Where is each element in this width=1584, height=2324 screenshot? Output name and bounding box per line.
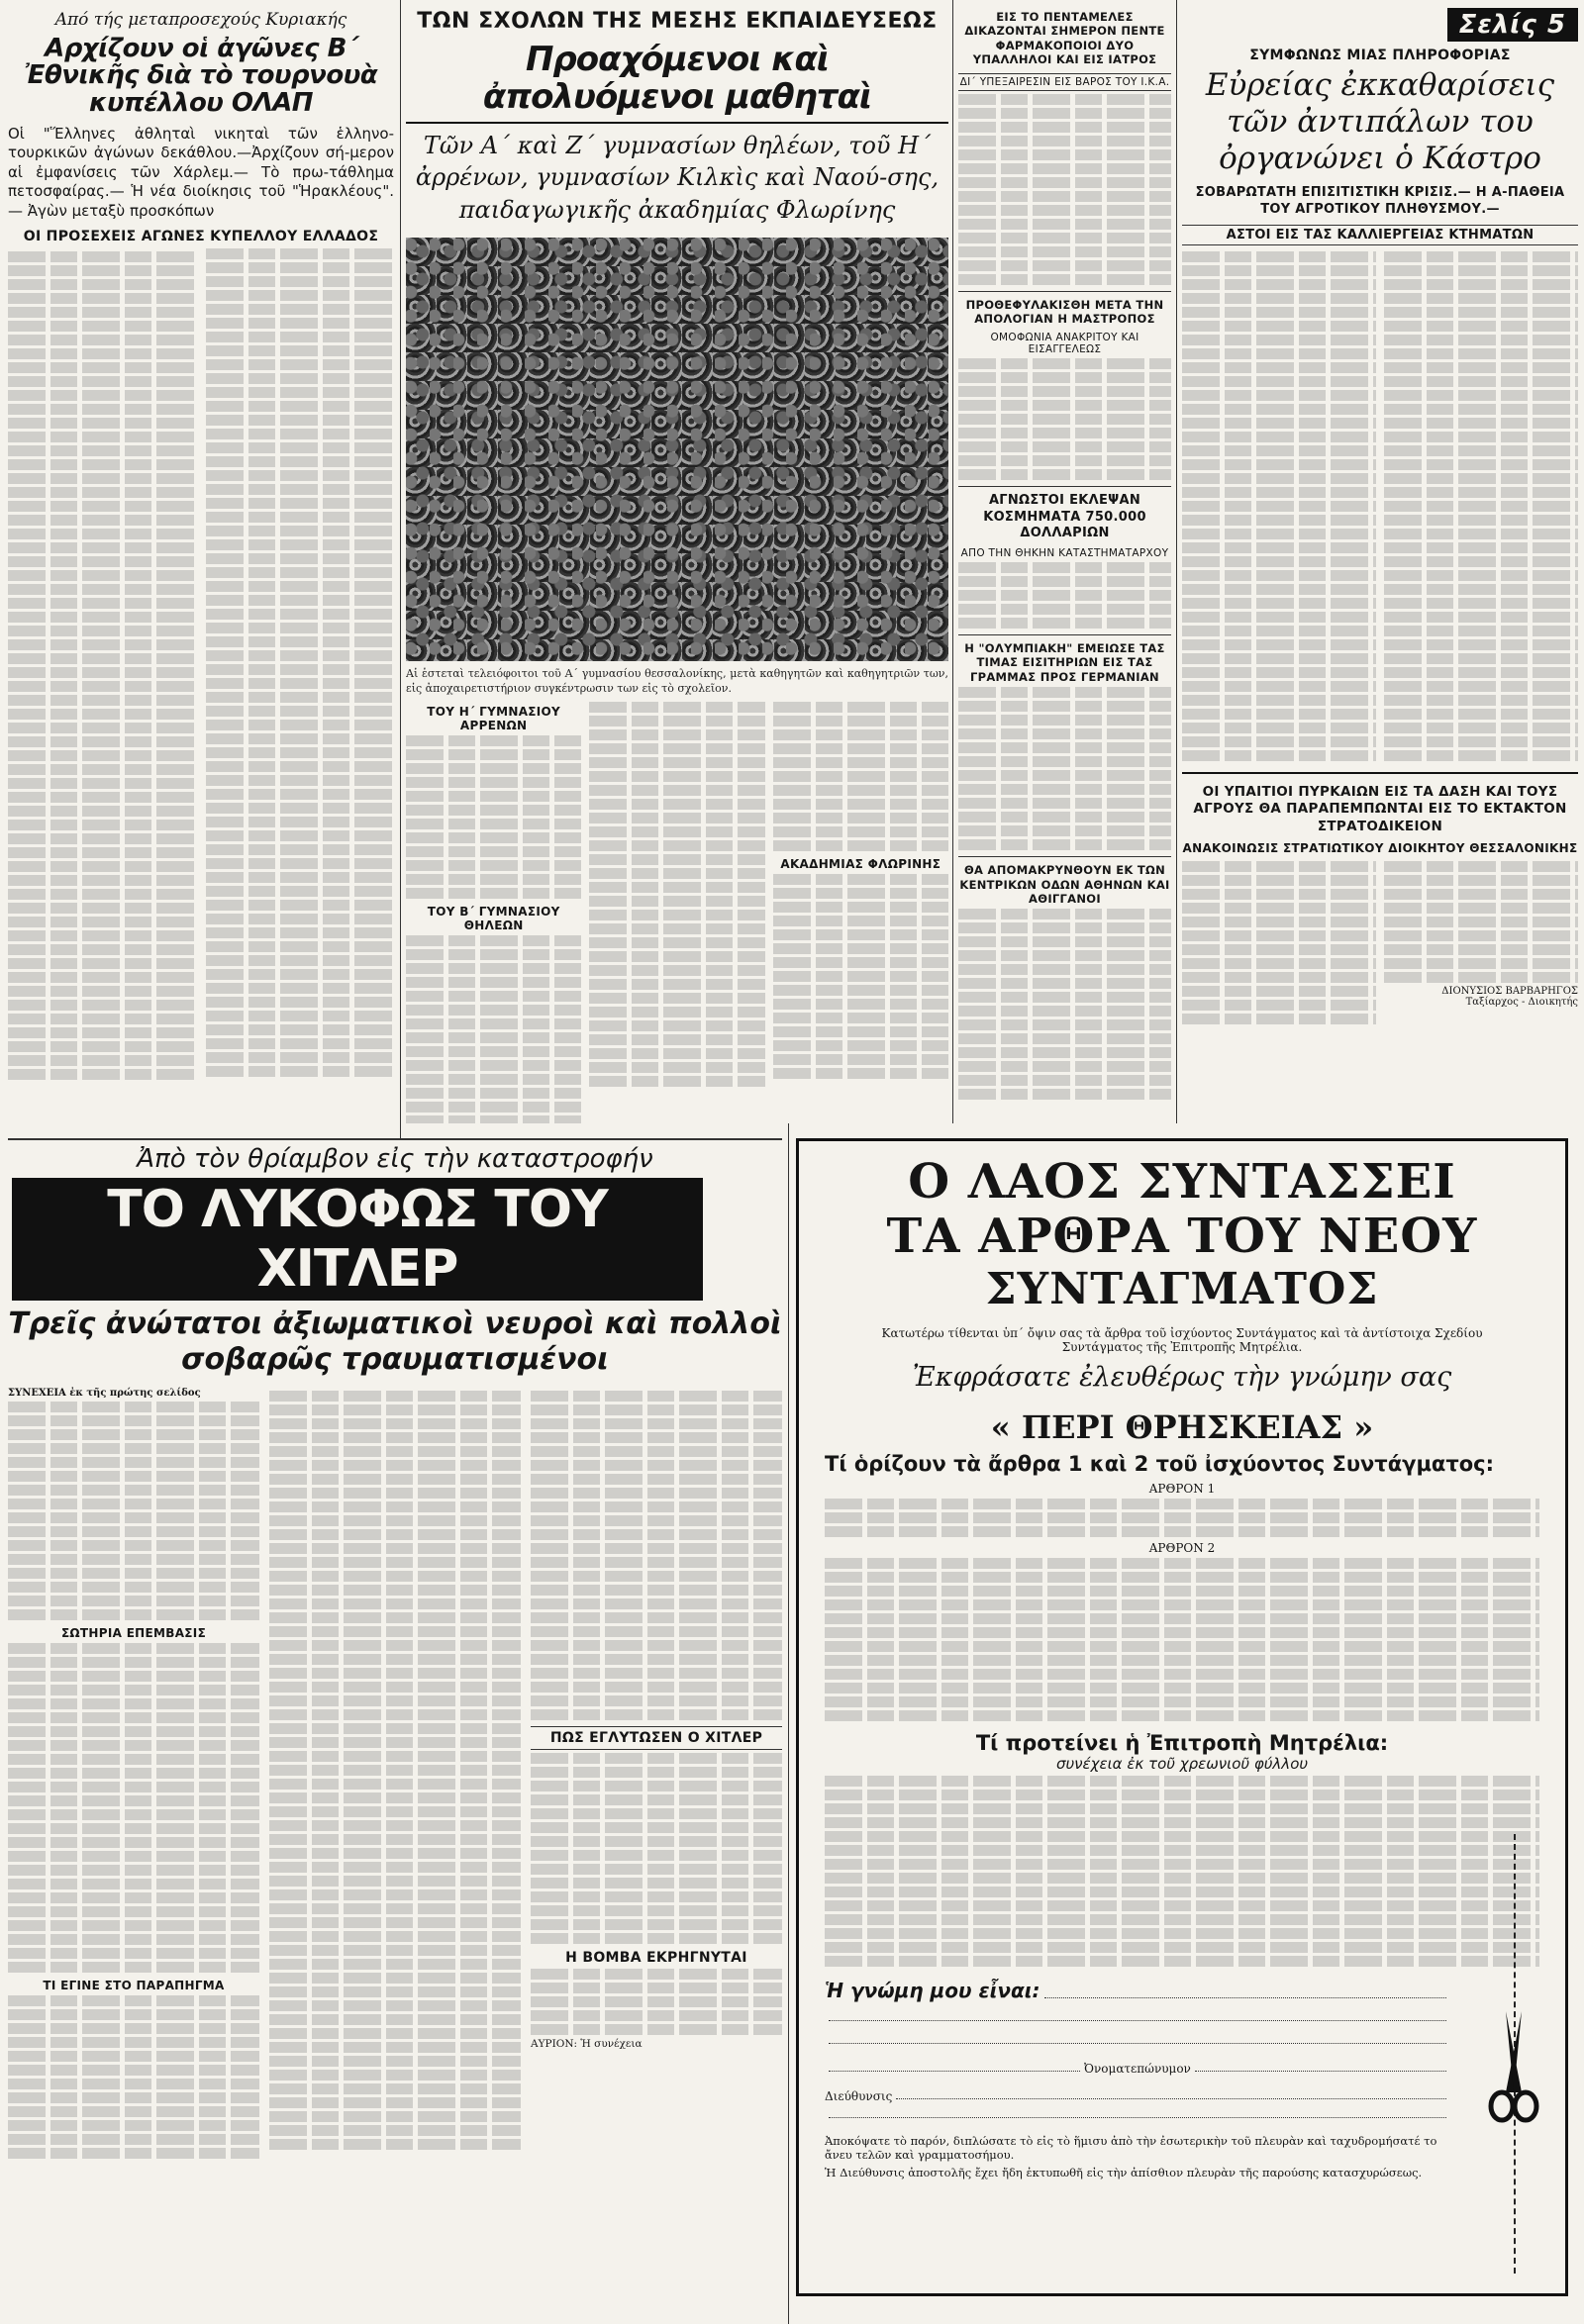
brief-subtitle: ΔΙ΄ ΥΠΕΞΑΙΡΕΣΙΝ ΕΙΣ ΒΑΡΟΣ ΤΟΥ Ι.Κ.Α.: [958, 73, 1171, 91]
address-field[interactable]: [825, 2089, 1450, 2103]
photo-caption: Αἱ ἑστεταὶ τελειόφοιτοι τοῦ Α΄ γυμνασίου θεσσαλονίκης, μετὰ καθηγητῶν καὶ καθηγητριῶν των, εἰς ἀποχαιρετιστήριον συγκέντρωσιν των εἰς τὸ σχολεῖον.: [406, 667, 948, 695]
section-title: ΑΚΑΔΗΜΙΑΣ ΦΛΩΡΙΝΗΣ: [780, 857, 941, 871]
signature: ΔΙΟΝΥΣΙΟΣ ΒΑΡΒΑΡΗΓΟΣ Ταξίαρχος - Διοικητής: [1441, 986, 1578, 1009]
name-field[interactable]: [825, 2062, 1450, 2076]
section-title: ΤΟΥ Β΄ ΓΥΜΝΑΣΙΟΥ ΘΗΛΕΩΝ: [427, 905, 560, 932]
subhead: ΑΣΤΟΙ ΕΙΣ ΤΑΣ ΚΑΛΛΙΕΡΓΕΙΑΣ ΚΤΗΜΑΤΩΝ: [1182, 225, 1578, 245]
hitler-article: [8, 1138, 782, 2316]
subtitle: Τῶν Α΄ καὶ Ζ΄ γυμνασίων θηλέων, τοῦ Η΄ ἀρρένων, γυμνασίων Κιλκὶς καὶ Ναού-σης, παιδαγωγικῆς ἀκαδημίας Φλωρίνης: [415, 131, 940, 224]
kicker: ΣΥΜΦΩΝΩΣ ΜΙΑΣ ΠΛΗΡΟΦΟΡΙΑΣ: [1249, 48, 1511, 63]
schools-article: [406, 0, 948, 1123]
mailing-instructions: Ἀποκόψατε τὸ παρόν, διπλώσατε τὸ εἰς τὸ ἥμισυ ἀπὸ τὴν ἐσωτερικὴν τοῦ πλευρὰν καὶ ταχυδρομήσατέ το ἄνευ τελῶν καὶ γραμματοσήμου.: [825, 2134, 1437, 2163]
subhead: ΑΝΑΚΟΙΝΩΣΙΣ ΣΤΡΑΤΙΩΤΙΚΟΥ ΔΙΟΙΚΗΤΟΥ ΘΕΣΣΑΛΟΝΙΚΗΣ: [1182, 841, 1578, 856]
opinion-label: Ἡ γνώμη μου εἶναι:: [825, 1979, 1040, 2003]
lede: Οἱ "Ἕλληνες ἀθληταὶ νικηταὶ τῶν ἑλληνο-τουρκικῶν ἀγώνων δεκάθλου.—Ἀρχίζουν σή-μερον αἱ ἐμφανίσεις τῶν Χάρλεμ.— Τὸ πρω-τάθλημα πετοσφαίρας.— Ἡ νέα διοίκησις τοῦ "Ἡρακλέους".— Ἀγὼν μεταξὺ προσκόπων: [8, 124, 394, 220]
headline: Προαχόμενοι καὶ ἀπολυόμενοι μαθηταὶ: [406, 42, 948, 124]
mailing-instructions-2: Ἡ Διεύθυνσις ἀποστολῆς ἔχει ἤδη ἐκτυπωθῆ εἰς τὴν ἀπίσθιον πλευρὰν τῆς παρούσης κατασχυρώσεως.: [825, 2166, 1423, 2180]
scissors-icon: [1484, 2007, 1543, 2126]
constitution-ad: [796, 1138, 1568, 2296]
brief-title: ΘΑ ΑΠΟΜΑΚΡΥΝΘΟΥΝ ΕΚ ΤΩΝ ΚΕΝΤΡΙΚΩΝ ΟΔΩΝ ΑΘΗΝΩΝ ΚΑΙ ΑΘΙΓΓΑΝΟΙ: [959, 863, 1170, 906]
brief-subtitle: ΑΠΟ ΤΗΝ ΘΗΚΗΝ ΚΑΤΑΣΤΗΜΑΤΑΡΧΟΥ: [960, 547, 1169, 559]
brief-subtitle: ΟΜΟΦΩΝΙΑ ΑΝΑΚΡΙΤΟΥ ΚΑΙ ΕΙΣΑΓΓΕΛΕΩΣ: [990, 332, 1139, 356]
headline: Εὐρείας ἐκκαθαρίσεις τῶν ἀντιπάλων του ὀργανώνει ὁ Κάστρο: [1205, 67, 1555, 177]
headline: ΟΙ ΥΠΑΙΤΙΟΙ ΠΥΡΚΑΙΩΝ ΕΙΣ ΤΑ ΔΑΣΗ ΚΑΙ ΤΟΥΣ ΑΓΡΟΥΣ ΘΑ ΠΑΡΑΠΕΜΠΩΝΤΑΙ ΕΙΣ ΤΟ ΕΚΤΑΚΤΟΝ ΣΤΡΑΤΟΔΙΚΕΙΟΝ: [1193, 783, 1567, 834]
kicker: Από τής μεταπροσεχούς Κυριακής: [54, 10, 347, 30]
column-rule: [1176, 0, 1177, 1123]
brief-item: [958, 10, 1171, 285]
column-rule: [952, 0, 953, 1123]
brief-title: ΑΓΝΩΣΤΟΙ ΕΚΛΕΨΑΝ ΚΟΣΜΗΜΑΤΑ 750.000 ΔΟΛΛΑΡΙΩΝ: [983, 493, 1146, 540]
ad-topic: « ΠΕΡΙ ΘΡΗΣΚΕΙΑΣ »: [990, 1408, 1374, 1447]
column-rule: [400, 0, 401, 1138]
brief-item: [958, 298, 1171, 481]
section-title: Η ΒΟΜΒΑ ΕΚΡΗΓΝΥΤΑΙ: [565, 1950, 747, 1966]
section-title: ΣΩΤΗΡΙΑ ΕΠΕΜΒΑΣΙΣ: [60, 1626, 207, 1640]
ad-intro: Κατωτέρω τίθενται ὑπ΄ ὄψιν σας τὰ ἄρθρα τοῦ ἰσχύοντος Συντάγματος καὶ τὰ ἀντίστοιχα Σχεδίου Συντάγματος τῆς Ἐπιτροπῆς Μητρέλια.: [881, 1326, 1483, 1355]
article-1-label: ΑΡΘΡΟΝ 1: [1148, 1482, 1216, 1497]
brief-item: [958, 863, 1171, 1100]
news-briefs: [958, 0, 1171, 1118]
continued-label: ΣΥΝΕΧΕΙΑ ἐκ τῆς πρώτης σελίδος: [8, 1388, 201, 1399]
brief-title: ΕΙΣ ΤΟ ΠΕΝΤΑΜΕΛΕΣ ΔΙΚΑΖΟΝΤΑΙ ΣΗΜΕΡΟΝ ΠΕΝΤΕ ΦΑΡΜΑΚΟΠΟΙΟΙ ΔΥΟ ΥΠΑΛΛΗΛΟΙ ΚΑΙ ΕΙΣ ΙΑΤΡΟΣ: [964, 10, 1165, 67]
castro-article: [1182, 0, 1578, 1118]
ad-title-line1: Ο ΛΑΟΣ ΣΥΝΤΑΣΣΕΙ: [908, 1154, 1456, 1210]
brief-title: ΠΡΟΘΕΦΥΛΑΚΙΣΘΗ ΜΕΤΑ ΤΗΝ ΑΠΟΛΟΓΙΑΝ Η ΜΑΣΤΡΟΠΟΣ: [965, 297, 1164, 326]
body-text: [8, 1388, 782, 2162]
page-number-logo: Σελίς 5: [1447, 8, 1578, 42]
article-2-label: ΑΡΘΡΟΝ 2: [1148, 1541, 1216, 1556]
question-1: Τί ὁρίζουν τὰ ἄρθρα 1 καὶ 2 τοῦ ἰσχύοντος Συντάγματος:: [825, 1452, 1494, 1477]
section-title: ΠΩΣ ΕΓΛΥΤΩΣΕΝ Ο ΧΙΤΛΕΡ: [531, 1726, 782, 1750]
brief-item: [958, 493, 1171, 629]
ad-call: Ἐκφράσατε ἐλευθέρως τὴν γνώμην σας: [912, 1362, 1452, 1394]
body-text: [1182, 248, 1578, 764]
section-title: ΤΙ ΕΓΙΝΕ ΣΤΟ ΠΑΡΑΠΗΓΜΑ: [43, 1979, 225, 1992]
opinion-line[interactable]: [825, 1979, 1450, 2002]
students-photo: [406, 238, 948, 661]
kicker: ΤΩΝ ΣΧΟΛΩΝ ΤΗΣ ΜΕΣΗΣ ΕΚΠΑΙΔΕΥΣΕΩΣ: [417, 9, 938, 34]
school-lists: [406, 699, 948, 1123]
kicker: Ἀπὸ τὸν θρίαμβον εἰς τὴν καταστροφήν: [137, 1144, 653, 1174]
headline: ΤΟ ΛΥΚΟΦΩΣ ΤΟΥ ΧΙΤΛΕΡ: [12, 1178, 703, 1301]
ad-title-line2: ΤΑ ΑΡΘΡΑ ΤΟΥ ΝΕΟΥ: [886, 1209, 1478, 1265]
headline: Αρχίζουν οἱ ἀγῶνες Β΄ Ἐθνικῆς διὰ τὸ τουρνουὰ κυπέλλου ΟΛΑΠ: [24, 34, 378, 118]
section-title: ΤΟΥ Η΄ ΓΥΜΝΑΣΙΟΥ ΑΡΡΕΝΩΝ: [427, 705, 561, 732]
continued-footer: ΑΥΡΙΟΝ: Ἡ συνέχεια: [531, 2038, 643, 2050]
brief-title: Η "ΟΛΥΜΠΙΑΚΗ" ΕΜΕΙΩΣΕ ΤΑΣ ΤΙΜΑΣ ΕΙΣΙΤΗΡΙΩΝ ΕΙΣ ΤΑΣ ΓΡΑΜΜΑΣ ΠΡΟΣ ΓΕΡΜΑΝΙΑΝ: [964, 641, 1165, 684]
brief-item: [958, 641, 1171, 850]
subhead: ΟΙ ΠΡΟΣΕΧΕΙΣ ΑΓΩΝΕΣ ΚΥΠΕΛΛΟΥ ΕΛΛΑΔΟΣ: [23, 229, 379, 245]
body-text: [8, 248, 394, 1089]
sports-article: [8, 0, 394, 1089]
question-2: Τί προτείνει ἡ Ἐπιτροπὴ Μητρέλια:: [975, 1731, 1389, 1756]
ad-title-line3: ΣΥΝΤΑΓΜΑΤΟΣ: [985, 1264, 1379, 1315]
question-2-sub: συνέχεια ἐκ τοῦ χρεωνιοῦ φύλλου: [1055, 1755, 1309, 1774]
name-label: Ὀνοματεπώνυμον: [1084, 2062, 1191, 2077]
fires-article: [1182, 772, 1578, 1028]
subhead: ΣΟΒΑΡΩΤΑΤΗ ΕΠΙΣΙΤΙΣΤΙΚΗ ΚΡΙΣΙΣ.— Η Α-ΠΑΘΕΙΑ ΤΟΥ ΑΓΡΟΤΙΚΟΥ ΠΛΗΘΥΣΜΟΥ.—: [1195, 184, 1565, 218]
address-label: Διεύθυνσις: [825, 2089, 893, 2104]
subhead: Τρεῖς ἀνώτατοι ἀξιωματικοὶ νευροὶ καὶ πολλοὶ σοβαρῶς τραυματισμένοι: [8, 1307, 782, 1377]
column-rule: [788, 1123, 789, 2324]
